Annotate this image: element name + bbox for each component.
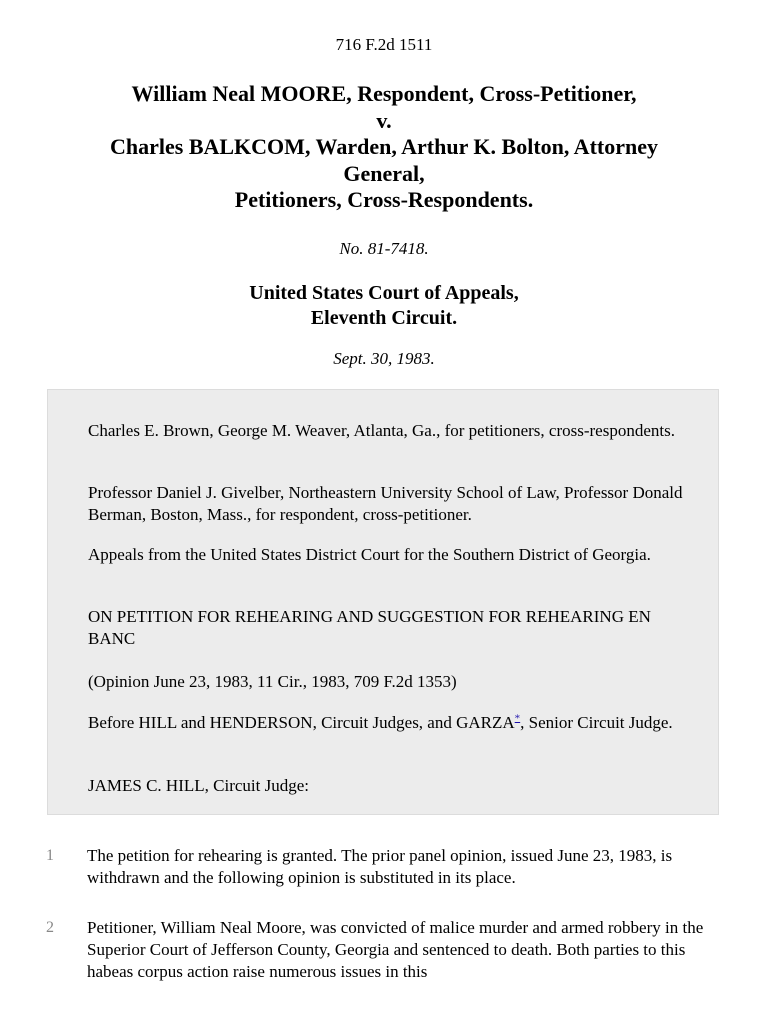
decision-date: Sept. 30, 1983. bbox=[333, 349, 435, 368]
petition-heading: ON PETITION FOR REHEARING AND SUGGESTION FOR REHEARING EN BANC bbox=[88, 607, 651, 648]
docket-number: No. 81-7418. bbox=[339, 239, 429, 258]
appeal-from: Appeals from the United States District Court for the Southern District of Georgia. bbox=[88, 545, 651, 564]
case-title-line: Charles BALKCOM, Warden, Arthur K. Bolton, Attorney bbox=[110, 134, 658, 159]
case-header-box bbox=[47, 389, 719, 815]
paragraph-number: 2 bbox=[46, 919, 54, 936]
panel-judges bbox=[88, 712, 688, 734]
opinion-reference: (Opinion June 23, 1983, 11 Cir., 1983, 709 F.2d 1353) bbox=[88, 672, 457, 691]
court-name bbox=[0, 281, 768, 331]
case-title-line: Petitioners, Cross-Respondents. bbox=[234, 187, 534, 212]
case-title-line: General, bbox=[343, 160, 425, 186]
paragraph-number: 1 bbox=[46, 847, 54, 864]
footnote-link[interactable]: * bbox=[514, 712, 521, 725]
case-citation: 716 F.2d 1511 bbox=[335, 35, 433, 54]
paragraph-text: The petition for rehearing is granted. The prior panel opinion, issued June 23, 1983, is withdrawn and the following opinion is substituted in its place. bbox=[87, 846, 673, 887]
opinion-author: JAMES C. HILL, Circuit Judge: bbox=[88, 776, 309, 795]
counsel-petitioners: Charles E. Brown, George M. Weaver, Atlanta, Ga., for petitioners, cross-respondents. bbox=[88, 421, 675, 440]
case-title-line: William Neal MOORE, Respondent, Cross-Petitioner, bbox=[131, 81, 637, 106]
panel-judges-prefix: Before HILL and HENDERSON, Circuit Judges, and GARZA bbox=[88, 713, 515, 732]
court-name-line: United States Court of Appeals, bbox=[249, 282, 519, 304]
panel-judges-suffix: , Senior Circuit Judge. bbox=[520, 713, 673, 732]
case-title-line: v. bbox=[376, 107, 392, 133]
paragraph-text: Petitioner, William Neal Moore, was convicted of malice murder and armed robbery in the Superior Court of Jefferson County, Georgia and sentenced to death. Both parties to this habeas corpus action raise numerous issues in this bbox=[87, 918, 704, 981]
case-title bbox=[40, 81, 728, 214]
counsel-respondent: Professor Daniel J. Givelber, Northeastern University School of Law, Professor Donald Berman, Boston, Mass., for respondent, cross-petitioner. bbox=[88, 483, 683, 524]
court-name-line: Eleventh Circuit. bbox=[310, 307, 458, 329]
